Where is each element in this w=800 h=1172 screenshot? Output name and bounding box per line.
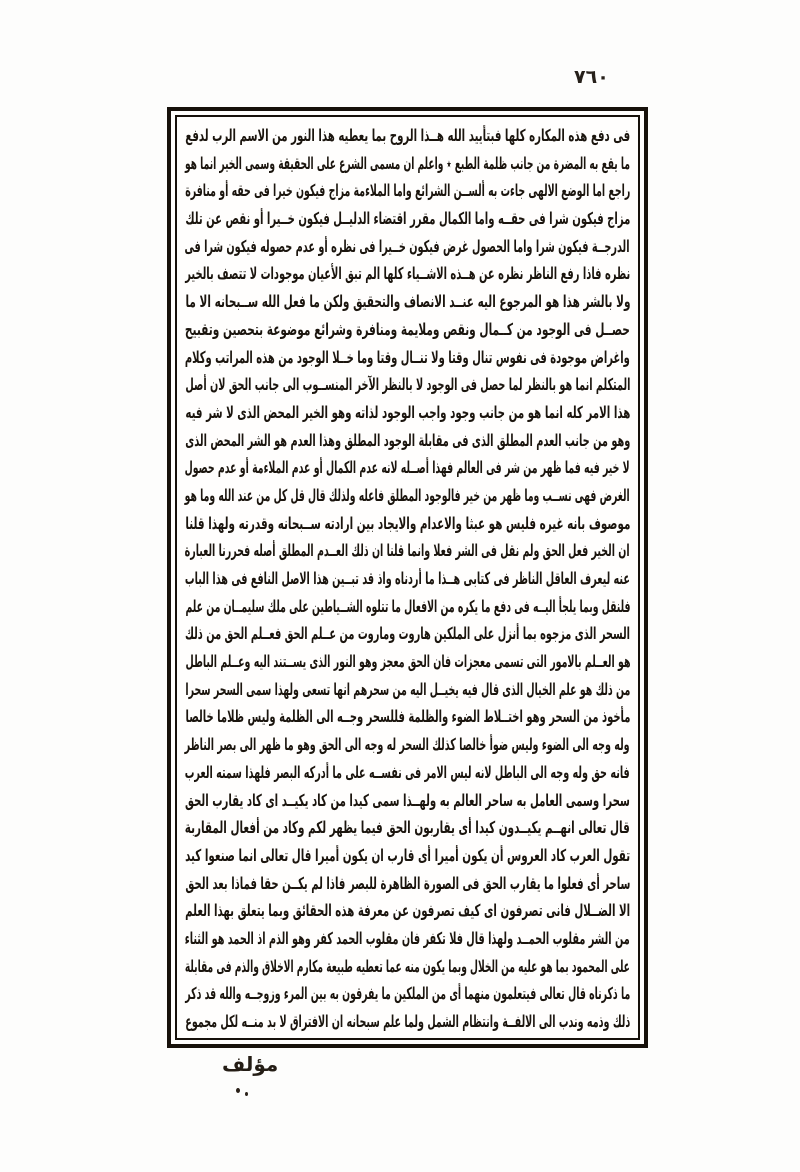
text-line <box>185 620 630 648</box>
text-line <box>185 870 630 898</box>
ink-speck <box>245 1092 248 1096</box>
text-line <box>185 399 630 427</box>
text-line-content: السحر الذى مزجوه بما أنزل على الملكين هاروت وماروت من عــلم الحق فعــلم الحق من ذلك <box>185 624 630 644</box>
text-line-content: موصوف بانه غيره فليس هو عبثا والاعدام والايجاد بين ارادته ســبحانه وقدرته ولهذا قلنا <box>184 513 630 533</box>
text-line <box>185 676 630 704</box>
text-line <box>185 427 630 455</box>
text-line <box>185 703 630 731</box>
text-line <box>185 344 630 372</box>
text-line <box>185 731 630 759</box>
text-line <box>185 371 630 399</box>
text-line-content: الا الضــلال فانى تصرفون اى كيف تصرفون عن معرفة هذه الحقائق وبما يتعلق بهذا العلم <box>185 901 630 921</box>
page-number: ٧٦٠ <box>574 66 609 88</box>
text-line-content: وله وجه الى الضوء وليس ضوأ خالصا كذلك السحر له وجه الى الحق وهو ما ظهر الى بصر الناظر <box>184 735 630 755</box>
text-line-content: ولا بالشر هذا هو المرجوع اليه عنــد الانصاف والتحقيق ولكن ما فعل الله ســبحانه الا ما <box>184 292 630 312</box>
text-frame-border <box>167 107 648 1048</box>
text-line-content: ما ذكرناه قال تعالى فيتعلمون منهما أى من الملكين ما يفرقون به بين المرء وزوجــه والله قد ذكر <box>185 984 630 1004</box>
text-line <box>185 260 630 288</box>
text-line-content: سحرا وسمى العامل به ساحر العالم به ولهــذا سمى كيدا من كاد يكيــد اى كاد يقارب الحق <box>185 790 630 810</box>
text-line <box>185 122 630 150</box>
text-line-content: الدرجــة فيكون شرا واما الحصول غرض فيكون خــيرا فى نظره أو عدم حصوله فيكون شرا فى <box>185 236 630 256</box>
text-line-content: ساحر أى فعلوا ما يقارب الحق فى الصورة الظاهرة للبصر فاذا لم يكــن حقا فماذا بعد الحق <box>185 873 630 893</box>
text-line <box>185 565 630 593</box>
text-line-content: فى دفع هذه المكاره كلها فبتأييد الله هــذا الروح بما يعطيه هذا النور من الاسم الرب لدفع <box>185 126 630 145</box>
text-line <box>185 953 630 981</box>
text-line-content: عنه ليعرف العاقل الناظر فى كتابى هــذا ما أردناه واذ قد تبــين هذا الاصل النافع فى هذا الباب <box>184 569 630 588</box>
text-line-content: هذا الامر كله انما هو من جانب وجود واجب الوجود لذاته وهو الخير المحض الذى لا شر فيه <box>185 402 630 422</box>
text-line-content: وهو من جانب العدم المطلق الذى فى مقابلة الوجود المطلق وهذا العدم هو الشر المحض الذى <box>184 430 630 450</box>
ink-speck <box>236 1088 240 1093</box>
text-line-content: من ذلك هو علم الخيال الذى قال فيه يخيــل اليه من سحرهم انها تسعى ولهذا سمى السحر سحرا <box>185 679 630 699</box>
text-line <box>185 177 630 205</box>
catchword: مؤلف <box>222 1052 279 1076</box>
text-line-content: ان الخير فعل الحق ولم نقل فى الشر فعلا وانما قلنا ان ذلك العــدم المطلق أصله فحررنا العبارة <box>185 541 630 561</box>
text-line <box>185 316 630 344</box>
text-line-content: المتكلم انما هو بالنظر لما حصل فى الوجود لا بالنظر الآخر المنســوب الى جانب الحق لان أصل <box>185 375 630 395</box>
text-line <box>185 814 630 842</box>
text-line-content: ما يقع به المضرة من جانب ظلمة الطبع ٭ واعلم ان مسمى الشرع على الحقيقة وسمى الخير انما هو <box>185 153 630 173</box>
text-line <box>185 925 630 953</box>
text-line <box>185 648 630 676</box>
text-line-content: ذلك وذمه وندب الى الالفــة وانتظام الشمل ولما علم سبحانه ان الافتراق لا بد منــه لكل مجموع <box>185 1012 630 1031</box>
text-line <box>185 233 630 261</box>
text-line <box>185 842 630 870</box>
text-line-content: مأخوذ من السحر وهو اختــلاط الضوء والظلمة فللسحر وجــه الى الظلمة وليس ظلاما خالصا <box>185 707 630 727</box>
text-line-content: فلنقل وبما يلجأ اليــه فى دفع ما يكره من الافعال ما تتلوه الشــياطين على ملك سليمــان من علم <box>185 596 630 616</box>
text-line <box>185 288 630 316</box>
text-line-content: الغرض فهى نســب وما ظهر من خير فالوجود المطلق فاعله ولذلك قال قل كل من عند الله وما هو <box>184 485 630 505</box>
text-line <box>185 897 630 925</box>
text-line-content: حصــل فى الوجود من كــمال ونقص وملايمة ومنافرة وشرائع موضوعة بتحصين وتقبيح <box>185 319 630 339</box>
text-line <box>185 510 630 538</box>
text-line <box>185 537 630 565</box>
text-line-content: فانه حق وله وجه الى الباطل لانه ليس الامر فى نفســه على ما أدركه البصر فلهذا سمته العرب <box>184 762 630 782</box>
text-frame-inner-rule <box>175 115 640 1040</box>
text-line-content: مزاج فيكون شرا فى حقــه واما الكمال مقرر اقتضاء الدليــل فيكون خــيرا أو نقص عن تلك <box>185 209 630 229</box>
text-line <box>185 454 630 482</box>
text-block <box>185 122 630 1038</box>
text-line <box>185 787 630 815</box>
text-line-content: قال تعالى انهــم يكيــدون كيدا أى يقاربون الحق فيما يظهر لكم وكاد من أفعال المقاربة <box>185 818 630 838</box>
text-line-content: لا خير فيه فما ظهر من شر فى العالم فهذا أصــله لانه عدم الكمال أو عدم الملاءمة أو عدم حصول <box>185 458 630 478</box>
text-line <box>185 759 630 787</box>
text-line <box>185 205 630 233</box>
text-line <box>185 150 630 178</box>
text-line-content: تقول العرب كاد العروس أن يكون أميرا أى قارب ان يكون أميرا قال تعالى انما صنعوا كيد <box>185 845 630 865</box>
text-line <box>185 980 630 1008</box>
text-line-content: واغراض موجودة فى نفوس تنال وقتا ولا تنــال وقتا وما خــلا الوجود من هذه المراتب وكلام <box>185 347 630 367</box>
text-line-content: نظره فاذا رفع الناظر نظره عن هــذه الاشــياء كلها الم تبق الأعيان موجودات لا تتصف بالخير <box>185 264 630 284</box>
text-line <box>185 593 630 621</box>
text-line-content: راجع اما الوضع الالهى جاءت به ألســن الشرائع واما الملاءمة مزاج فيكون خيرا فى حقه أو منافرة <box>185 181 630 201</box>
text-line-content: على المحمود بما هو عليه من الخلال وبما يكون منه عما تعطيه طبيعة مكارم الاخلاق والذم فى مقابلة <box>184 956 630 976</box>
text-line <box>185 1008 630 1036</box>
text-line <box>185 482 630 510</box>
text-line-content: هو العــلم بالامور التى تسمى معجزات فان الحق معجز وهو النور الذى يســتند اليه وعــلم الباطل <box>185 652 630 672</box>
text-line-content: من الشر مقلوب الحمــد ولهذا قال فلا تكفر فان مقلوب الحمد كفر وهو الذم اذ الحمد هو الثناء <box>185 928 630 948</box>
